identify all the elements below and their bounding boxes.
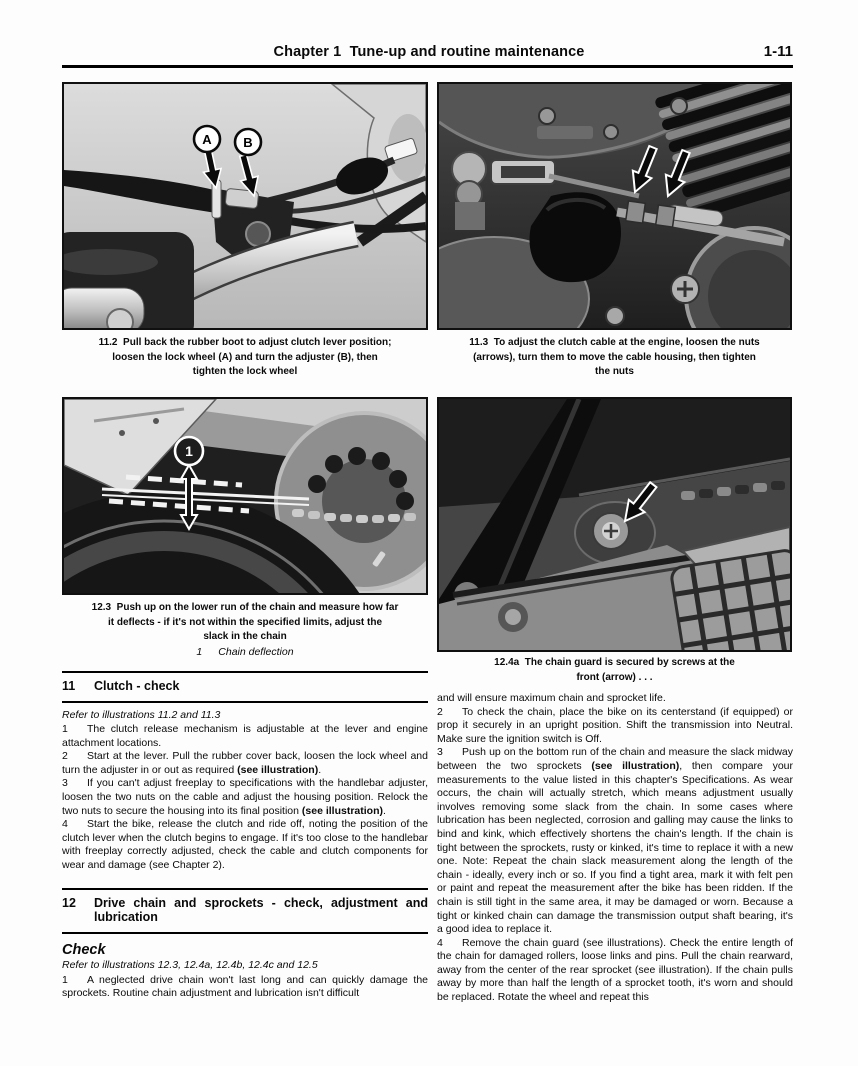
header-rule (62, 65, 793, 68)
chain-deflection-illustration (64, 399, 426, 593)
paragraph: 2 Start at the lever. Pull the rubber cover back, loosen the lock wheel and turn the adjuster in or out as required (see illustration). (62, 750, 428, 776)
page-header-title: Chapter 1 Tune-up and routine maintenance (273, 44, 585, 60)
figure-12-3-caption: 12.3 Push up on the lower run of the chain and measure how far it deflects - if it's not within the specified limits, adjust the slack in the chain (91, 602, 399, 642)
svg-text:A: A (202, 132, 212, 147)
figure-11-3-caption: 11.3 To adjust the clutch cable at the engine, loosen the nuts (arrows), turn them to move the cable housing, then tighten the nuts (469, 337, 760, 377)
section-12-heading: 12 Drive chain and sprockets - check, adjustment and lubrication (62, 888, 428, 934)
figure-11-2-caption: 11.2 Pull back the rubber boot to adjust clutch lever position; loosen the lock wheel (A) and turn the adjuster (B), then tighten the lock wheel (98, 337, 392, 377)
check-subheading: Check (62, 941, 106, 958)
figure-12-3-photo (62, 397, 428, 595)
bolt-head (671, 98, 687, 114)
svg-text:1: 1 (185, 443, 193, 459)
paragraph: 4 Remove the chain guard (see illustrations). Check the entire length of the chain for damaged rollers, loose links and pins. Pull the chain rearward, away from the center of the rear sprocket (see illustration). If the chain pulls away by more than half the length of a sprocket tooth, it's worn and should be replaced. Rotate the wheel and repeat this (437, 936, 793, 1004)
bolt-head (604, 125, 618, 139)
svg-text:B: B (243, 135, 253, 150)
chain-guard-illustration (439, 399, 790, 650)
right-column (437, 692, 793, 1005)
paragraph: 2 To check the chain, place the bike on its centerstand (if equipped) or prop it securely in an upright position. Shift the transmission into Neutral. Make sure the ignition switch is Off. (437, 705, 793, 745)
paragraph: 3 If you can't adjust freeplay to specifications with the handlebar adjuster, loosen the two nuts on the cable and adjust the housing position. Relock the two nuts to secure the housing into its final position (see illustration). (62, 777, 428, 817)
adjuster-nut-rear (656, 205, 676, 227)
paragraph: 1 The clutch release mechanism is adjustable at the lever and engine attachment locations. (62, 723, 428, 749)
engine-cable-illustration (439, 84, 790, 328)
bolt-head (539, 108, 555, 124)
paragraph: and will ensure maximum chain and sprocket life. (437, 692, 666, 704)
figure-11-2-photo (62, 82, 428, 330)
figure-11-3-photo (437, 82, 792, 330)
paragraph: 1 A neglected drive chain won't last long and can quickly damage the sprockets. Routine chain adjustment and lubrication isn't difficult (62, 973, 428, 1000)
page-number: 1-11 (763, 43, 793, 60)
clutch-lever-illustration (64, 84, 426, 328)
figure-12-4a-photo (437, 397, 792, 652)
figure-12-4a-caption: 12.4a The chain guard is secured by screws at the front (arrow) . . . (494, 657, 735, 683)
adjuster-nut-front (626, 201, 646, 223)
refer-note: Refer to illustrations 11.2 and 11.3 (62, 708, 221, 721)
refer-note: Refer to illustrations 12.3, 12.4a, 12.4b, 12.4c and 12.5 (62, 959, 318, 972)
left-column (62, 671, 428, 1001)
section-11-heading: 11 Clutch - check (62, 671, 428, 703)
figure-12-3-legend: 1 Chain deflection (196, 646, 294, 658)
paragraph: 3 Push up on the bottom run of the chain and measure the slack midway between the two sprockets (see illustration), then compare your measurements to the value listed in this chapter's Specifications. As wear occurs, the chain will actually stretch, which means adjustment usually involves removing some slack from the chain. In some cases where lubrication has been neglected, corrosion and galling may cause the links to bind and kink, which effectively shortens the chain's length. If the chain is tight between the sprockets, rusty or kinked, it's time to replace it with a new one. Note: Repeat the chain slack measurement along the length of the chain - ideally, every inch or so. If you find a tight area, mark it with felt pen or paint and repeat the measurement after the bike has been ridden. If the chain is still tight in the same area, it may be damaged or worn. Because a tight or kinked chain can damage the transmission output shaft bearing, it's a good idea to replace it. (437, 746, 793, 936)
paragraph: 4 Start the bike, release the clutch and ride off, noting the position of the clutch lever when the clutch begins to engage. If it's too close to the handlebar with freeplay correctly adjusted, check the cable and clutch components for wear and damage (see Chapter 2). (62, 818, 428, 872)
